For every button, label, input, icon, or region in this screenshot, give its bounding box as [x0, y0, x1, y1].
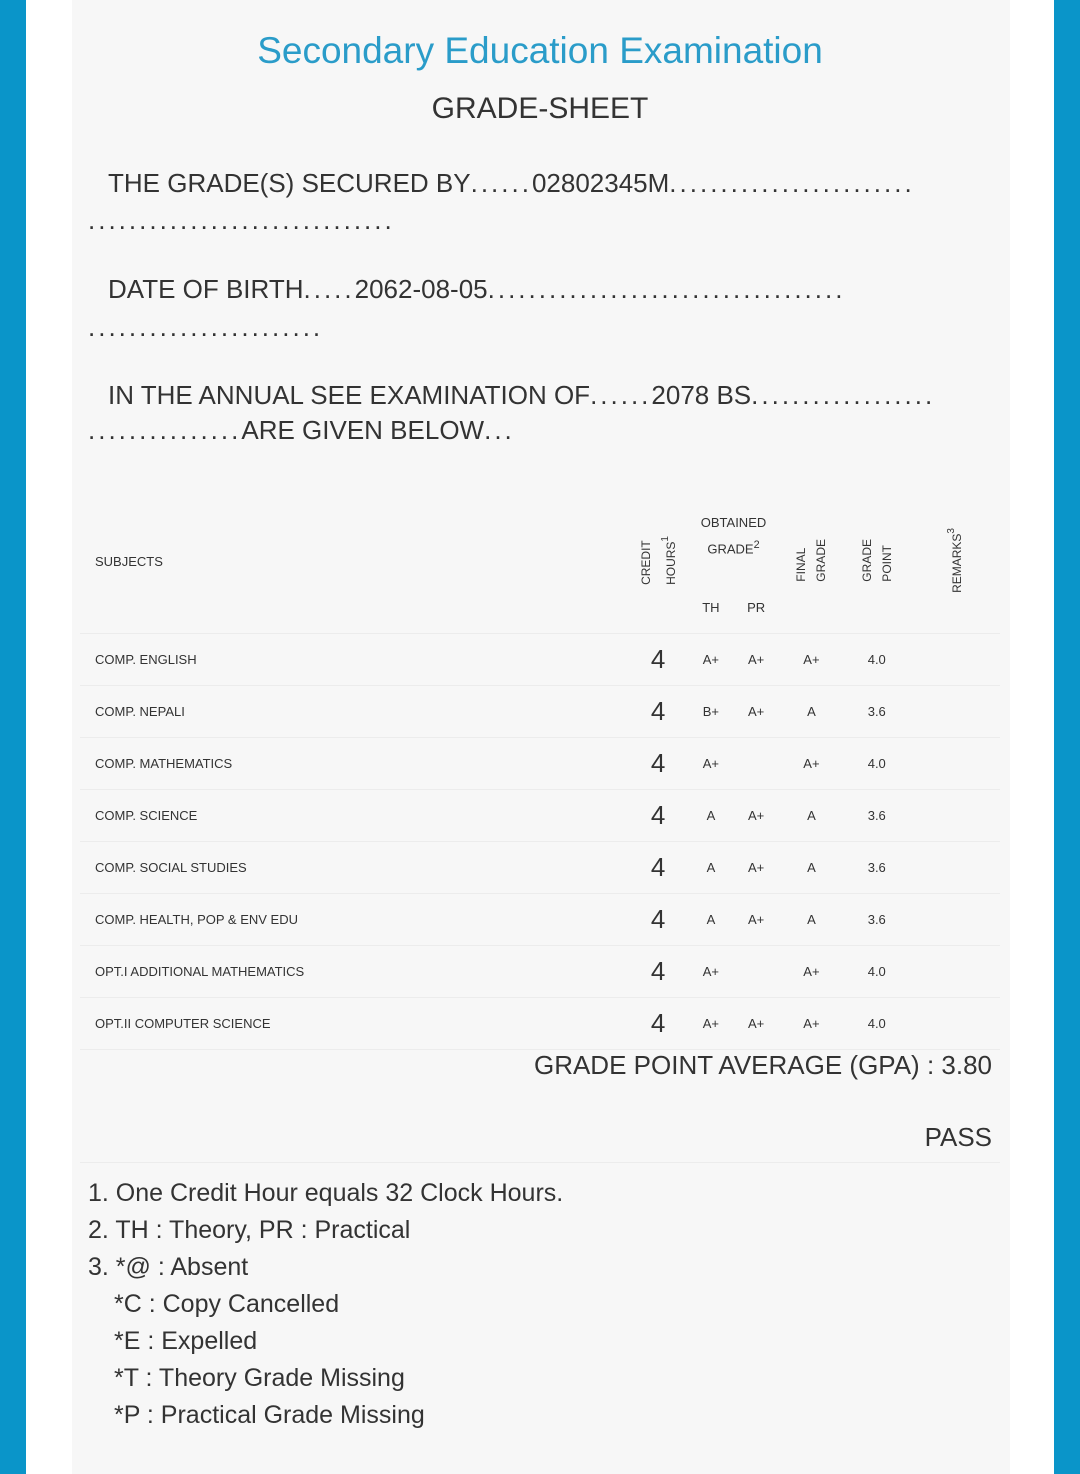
cell-remarks: [909, 790, 1000, 842]
cell-credit: 4: [628, 946, 688, 998]
cell-gp: 3.6: [844, 686, 909, 738]
cell-credit: 4: [628, 998, 688, 1050]
given-below: ARE GIVEN BELOW: [241, 415, 485, 445]
header-pr: PR: [734, 582, 779, 634]
cell-subject: COMP. SCIENCE: [80, 790, 628, 842]
cell-final: A+: [779, 634, 844, 686]
cell-pr: A+: [734, 842, 779, 894]
page-title: Secondary Education Examination: [257, 30, 823, 71]
cell-credit: 4: [628, 686, 688, 738]
cell-pr: A+: [734, 686, 779, 738]
cell-final: A+: [779, 738, 844, 790]
cell-credit: 4: [628, 738, 688, 790]
symbol-number: 02802345M: [531, 168, 670, 198]
note: *C : Copy Cancelled: [114, 1290, 340, 1318]
cell-subject: COMP. HEALTH, POP & ENV EDU: [80, 894, 628, 946]
exam-label: IN THE ANNUAL SEE EXAMINATION OF: [108, 380, 591, 410]
table-header: [80, 490, 1000, 582]
cell-pr: A+: [734, 998, 779, 1050]
exam-year: 2078 BS: [651, 380, 752, 410]
cell-credit: 4: [628, 894, 688, 946]
header-grade-point: GRADE POINT: [844, 490, 909, 634]
cell-final: A+: [779, 998, 844, 1050]
dob-label: DATE OF BIRTH: [108, 274, 304, 304]
cell-credit: 4: [628, 790, 688, 842]
cell-final: A: [779, 790, 844, 842]
cell-remarks: [909, 894, 1000, 946]
cell-remarks: [909, 738, 1000, 790]
dots: ..............................: [88, 205, 395, 235]
dob-value: 2062-08-05: [354, 274, 488, 304]
note: 3. *@ : Absent: [88, 1253, 249, 1281]
cell-pr: [734, 946, 779, 998]
cell-pr: A+: [734, 894, 779, 946]
header-credit: CREDIT HOURS$^1$: [628, 490, 688, 634]
cell-subject: COMP. SOCIAL STUDIES: [80, 842, 628, 894]
cell-th: A+: [688, 738, 733, 790]
table-row: [80, 842, 1000, 894]
divider: [80, 1162, 1000, 1163]
cell-pr: A+: [734, 790, 779, 842]
cell-th: A: [688, 842, 733, 894]
cell-gp: 3.6: [844, 842, 909, 894]
header-final: FINAL GRADE: [779, 490, 844, 634]
cell-remarks: [909, 842, 1000, 894]
header-th: TH: [688, 582, 733, 634]
result-status: PASS: [924, 1122, 992, 1152]
table-row: [80, 894, 1000, 946]
dob-line: DATE OF BIRTH.....2062-08-05...................................: [108, 274, 846, 304]
footnotes: [88, 1175, 563, 1434]
cell-th: A+: [688, 946, 733, 998]
note: 1. One Credit Hour equals 32 Clock Hours.: [88, 1179, 564, 1207]
cell-gp: 4.0: [844, 738, 909, 790]
cell-pr: [734, 738, 779, 790]
header-obtained: OBTAINED GRADE$^2$: [700, 514, 767, 557]
table-row: [80, 946, 1000, 998]
cell-gp: 3.6: [844, 894, 909, 946]
cell-gp: 4.0: [844, 634, 909, 686]
cell-th: A+: [688, 998, 733, 1050]
cell-th: A+: [688, 634, 733, 686]
cell-gp: 3.6: [844, 790, 909, 842]
cell-credit: 4: [628, 842, 688, 894]
cell-subject: COMP. NEPALI: [80, 686, 628, 738]
cell-credit: 4: [628, 634, 688, 686]
cell-final: A: [779, 842, 844, 894]
note: *T : Theory Grade Missing: [114, 1364, 405, 1392]
secured-line: THE GRADE(S) SECURED BY......02802345M........................: [108, 168, 915, 198]
table-row: [80, 998, 1000, 1050]
cell-subject: OPT.I ADDITIONAL MATHEMATICS: [80, 946, 628, 998]
table-row: [80, 738, 1000, 790]
cell-subject: OPT.II COMPUTER SCIENCE: [80, 998, 628, 1050]
note: 2. TH : Theory, PR : Practical: [88, 1216, 411, 1244]
header-remarks: REMARKS$^3$: [909, 490, 1000, 634]
page-subtitle: GRADE-SHEET: [431, 92, 649, 125]
cell-subject: COMP. ENGLISH: [80, 634, 628, 686]
table-row: [80, 686, 1000, 738]
cell-remarks: [909, 634, 1000, 686]
exam-line: IN THE ANNUAL SEE EXAMINATION OF......2078 BS..................: [108, 380, 936, 410]
table-row: [80, 790, 1000, 842]
right-border: [1054, 0, 1080, 1474]
cell-gp: 4.0: [844, 946, 909, 998]
dots: .......................: [88, 312, 324, 342]
secured-label: THE GRADE(S) SECURED BY: [108, 168, 471, 198]
note: *P : Practical Grade Missing: [114, 1401, 425, 1429]
cell-remarks: [909, 946, 1000, 998]
cell-subject: COMP. MATHEMATICS: [80, 738, 628, 790]
cell-gp: 4.0: [844, 998, 909, 1050]
cell-final: A: [779, 686, 844, 738]
table-row: [80, 634, 1000, 686]
given-below-line: ...............ARE GIVEN BELOW...: [88, 415, 515, 445]
grades-table: [80, 490, 1000, 1050]
cell-remarks: [909, 686, 1000, 738]
cell-th: A: [688, 790, 733, 842]
gpa: GRADE POINT AVERAGE (GPA) : 3.80: [533, 1050, 992, 1080]
note: *E : Expelled: [114, 1327, 258, 1355]
cell-pr: A+: [734, 634, 779, 686]
header-subjects: SUBJECTS: [80, 490, 628, 634]
cell-final: A: [779, 894, 844, 946]
left-border: [0, 0, 26, 1474]
cell-remarks: [909, 998, 1000, 1050]
cell-th: B+: [688, 686, 733, 738]
cell-final: A+: [779, 946, 844, 998]
cell-th: A: [688, 894, 733, 946]
